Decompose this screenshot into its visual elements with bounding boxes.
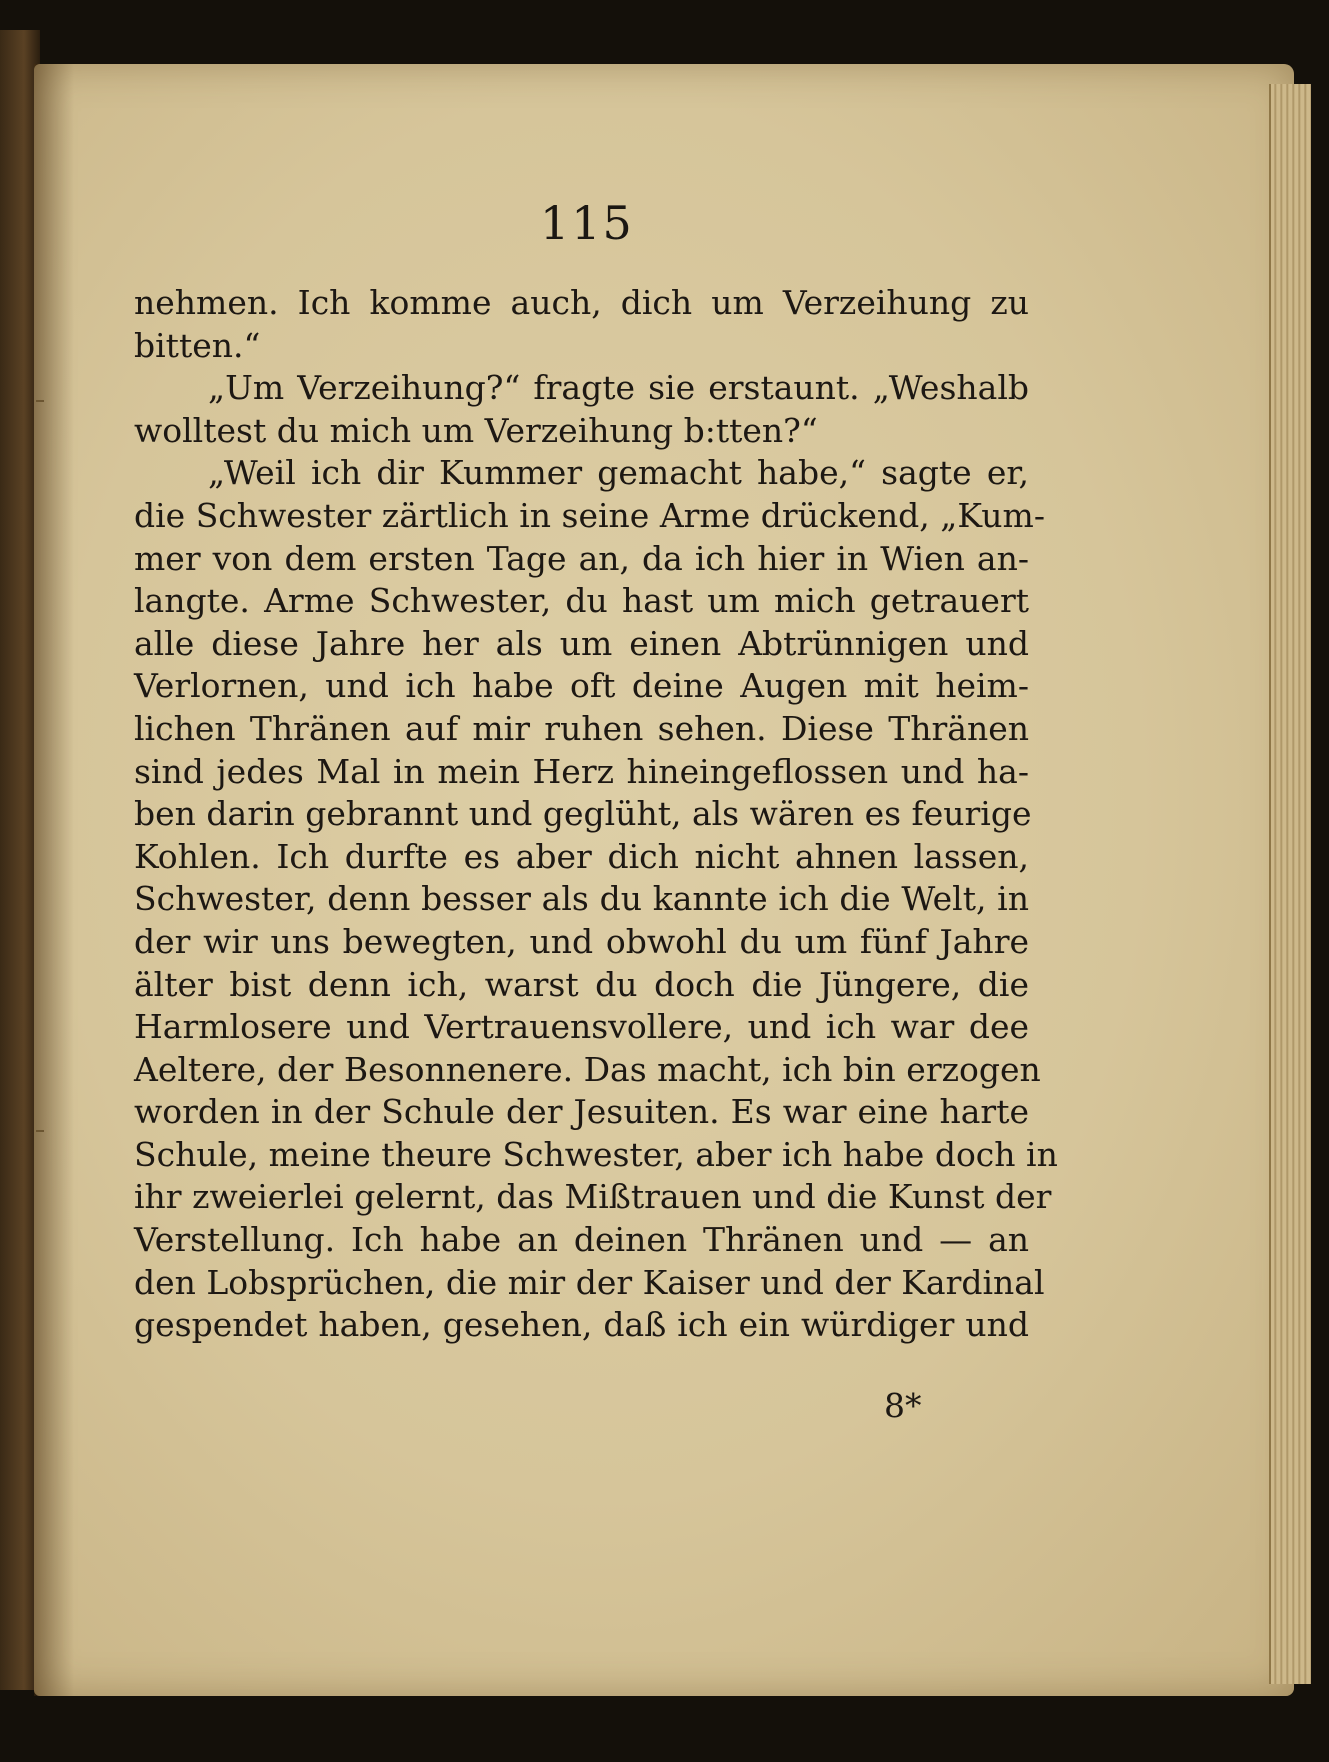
page-gutter-shadow	[34, 64, 74, 1696]
text-line: langte. Arme Schwester, du hast um mich getrauert	[134, 581, 1029, 621]
printer-signature-mark: 8*	[884, 1386, 922, 1425]
text-line: Aeltere, der Besonnenere. Das macht, ich bin erzogen	[134, 1049, 1041, 1089]
text-line: alle diese Jahre her als um einen Abtrünnigen und	[134, 623, 1029, 663]
text-line: bitten.“	[134, 325, 261, 365]
text-line: Schule, meine theure Schwester, aber ich habe doch in	[134, 1134, 1058, 1174]
page-number: 115	[540, 196, 634, 250]
body-text	[134, 282, 1058, 1347]
text-line: die Schwester zärtlich in seine Arme drückend, „Kum-	[134, 495, 1045, 535]
text-line: Verlornen, und ich habe oft deine Augen mit heim-	[134, 666, 1029, 706]
text-line: wolltest du mich um Verzeihung b:tten?“	[134, 410, 818, 450]
text-line: der wir uns bewegten, und obwohl du um fünf Jahre	[134, 921, 1029, 961]
text-line: Harmlosere und Vertrauensvollere, und ich war dee	[134, 1007, 1029, 1047]
text-line: nehmen. Ich komme auch, dich um Verzeihung zu	[134, 283, 1029, 322]
text-line: worden in der Schule der Jesuiten. Es war eine harte	[134, 1092, 1029, 1132]
binding-mark	[36, 1130, 44, 1132]
text-line: Verstellung. Ich habe an deinen Thränen und — an	[134, 1220, 1029, 1260]
text-line: sind jedes Mal in mein Herz hineingeflossen und ha-	[134, 751, 1029, 791]
text-line: „Weil ich dir Kummer gemacht habe,“ sagte er,	[208, 453, 1029, 493]
text-line: „Um Verzeihung?“ fragte sie erstaunt. „Weshalb	[208, 368, 1029, 408]
text-line: gespendet haben, gesehen, daß ich ein würdiger und	[134, 1305, 1029, 1345]
text-line: den Lobsprüchen, die mir der Kaiser und der Kardinal	[134, 1262, 1045, 1302]
text-line: ben darin gebrannt und geglüht, als wären es feurige	[134, 794, 1032, 834]
text-line: Kohlen. Ich durfte es aber dich nicht ahnen lassen,	[134, 836, 1029, 876]
text-line: mer von dem ersten Tage an, da ich hier in Wien an-	[134, 538, 1029, 578]
binding-mark	[36, 400, 44, 402]
text-line: lichen Thränen auf mir ruhen sehen. Diese Thränen	[134, 708, 1029, 748]
page-stack-edge	[1269, 84, 1311, 1684]
text-line: Schwester, denn besser als du kannte ich die Welt, in	[134, 879, 1029, 919]
text-line: älter bist denn ich, warst du doch die Jüngere, die	[134, 964, 1029, 1004]
text-line: ihr zweierlei gelernt, das Mißtrauen und die Kunst der	[134, 1177, 1052, 1217]
